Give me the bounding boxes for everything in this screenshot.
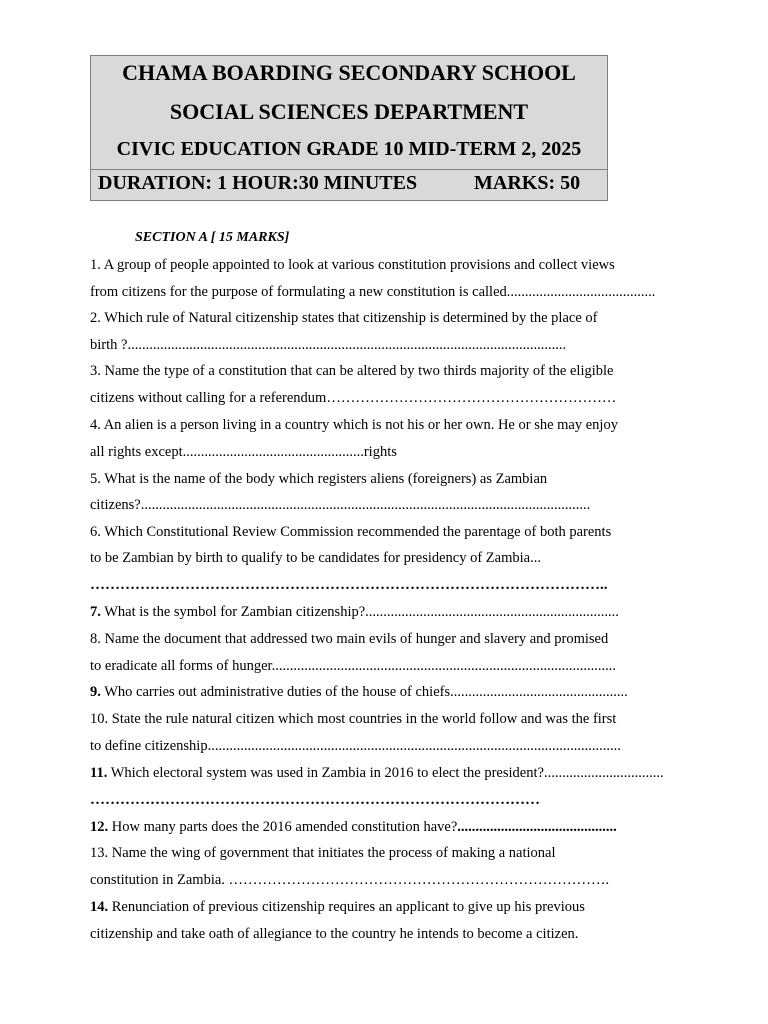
question-9-number: 9. bbox=[90, 684, 101, 700]
exam-header-box bbox=[90, 55, 608, 201]
school-name: CHAMA BOARDING SECONDARY SCHOOL bbox=[122, 60, 576, 85]
question-12-line bbox=[90, 818, 617, 836]
question-4-line-1: 4. An alien is a person living in a country which is not his or her own. He or she may enjoy bbox=[90, 417, 618, 433]
question-7-line bbox=[90, 603, 619, 621]
question-11-number: 11. bbox=[90, 765, 108, 781]
question-14-line-1 bbox=[90, 898, 585, 916]
question-6-line-1: 6. Which Constitutional Review Commission recommended the parentage of both parents bbox=[90, 524, 612, 540]
exam-duration: DURATION: 1 HOUR:30 MINUTES bbox=[98, 172, 418, 194]
question-12-text: How many parts does the 2016 amended constitution have? bbox=[108, 819, 458, 835]
question-2-line-2: birth ?......................................................................................................................... bbox=[90, 337, 567, 353]
question-9-text: Who carries out administrative duties of the house of chiefs................................................. bbox=[100, 684, 628, 700]
exam-title: CIVIC EDUCATION GRADE 10 MID-TERM 2, 2025 bbox=[116, 138, 582, 160]
question-5-line-2: citizens?............................................................................................................................ bbox=[90, 497, 591, 513]
department-name: SOCIAL SCIENCES DEPARTMENT bbox=[169, 99, 529, 124]
question-1-line-1: 1. A group of people appointed to look at various constitution provisions and collect views bbox=[90, 257, 615, 273]
question-12-number: 12. bbox=[90, 819, 109, 835]
header-divider bbox=[91, 169, 607, 170]
question-6-answer-line: ………………………………………………………………………………………….. bbox=[90, 577, 608, 593]
exam-marks: MARKS: 50 bbox=[474, 172, 581, 194]
question-14-text: Renunciation of previous citizenship requires an applicant to give up his previous bbox=[108, 899, 585, 915]
section-a-title: SECTION A [ 15 MARKS] bbox=[135, 230, 290, 245]
question-13-line-2: constitution in Zambia. ……………………………………………………………………. bbox=[90, 872, 610, 888]
question-11-text: Which electoral system was used in Zambia in 2016 to elect the president?................................. bbox=[107, 765, 664, 781]
question-5-line-1: 5. What is the name of the body which registers aliens (foreigners) as Zambian bbox=[90, 471, 548, 487]
question-11-answer-line: ……………………………………………………………………………… bbox=[90, 792, 540, 808]
question-7-number: 7. bbox=[90, 604, 101, 620]
question-3-line-2: citizens without calling for a referendum…………………………………………………… bbox=[90, 390, 617, 406]
question-8-line-1: 8. Name the document that addressed two main evils of hunger and slavery and promised bbox=[90, 631, 609, 647]
question-10-line-2: to define citizenship.................................................................................................................. bbox=[90, 738, 621, 754]
question-13-line-1: 13. Name the wing of government that initiates the process of making a national bbox=[90, 845, 556, 861]
question-9-line bbox=[90, 683, 628, 701]
question-6-line-2: to be Zambian by birth to qualify to be candidates for presidency of Zambia... bbox=[90, 550, 541, 566]
question-2-line-1: 2. Which rule of Natural citizenship states that citizenship is determined by the place of bbox=[90, 310, 598, 326]
question-4-line-2: all rights except..................................................rights bbox=[90, 444, 397, 460]
question-7-text: What is the symbol for Zambian citizenship?...................................................................... bbox=[100, 604, 619, 620]
question-11-line bbox=[90, 764, 664, 782]
question-1-line-2: from citizens for the purpose of formulating a new constitution is called......................................... bbox=[90, 284, 656, 300]
question-3-line-1: 3. Name the type of a constitution that can be altered by two thirds majority of the eligible bbox=[90, 363, 614, 379]
question-8-line-2: to eradicate all forms of hunger............................................................................................... bbox=[90, 658, 616, 674]
question-10-line-1: 10. State the rule natural citizen which most countries in the world follow and was the first bbox=[90, 711, 617, 727]
question-14-line-2: citizenship and take oath of allegiance to the country he intends to become a citizen. bbox=[90, 926, 579, 942]
question-14-number: 14. bbox=[90, 899, 109, 915]
question-12-answer-dots: ............................................ bbox=[457, 819, 617, 835]
